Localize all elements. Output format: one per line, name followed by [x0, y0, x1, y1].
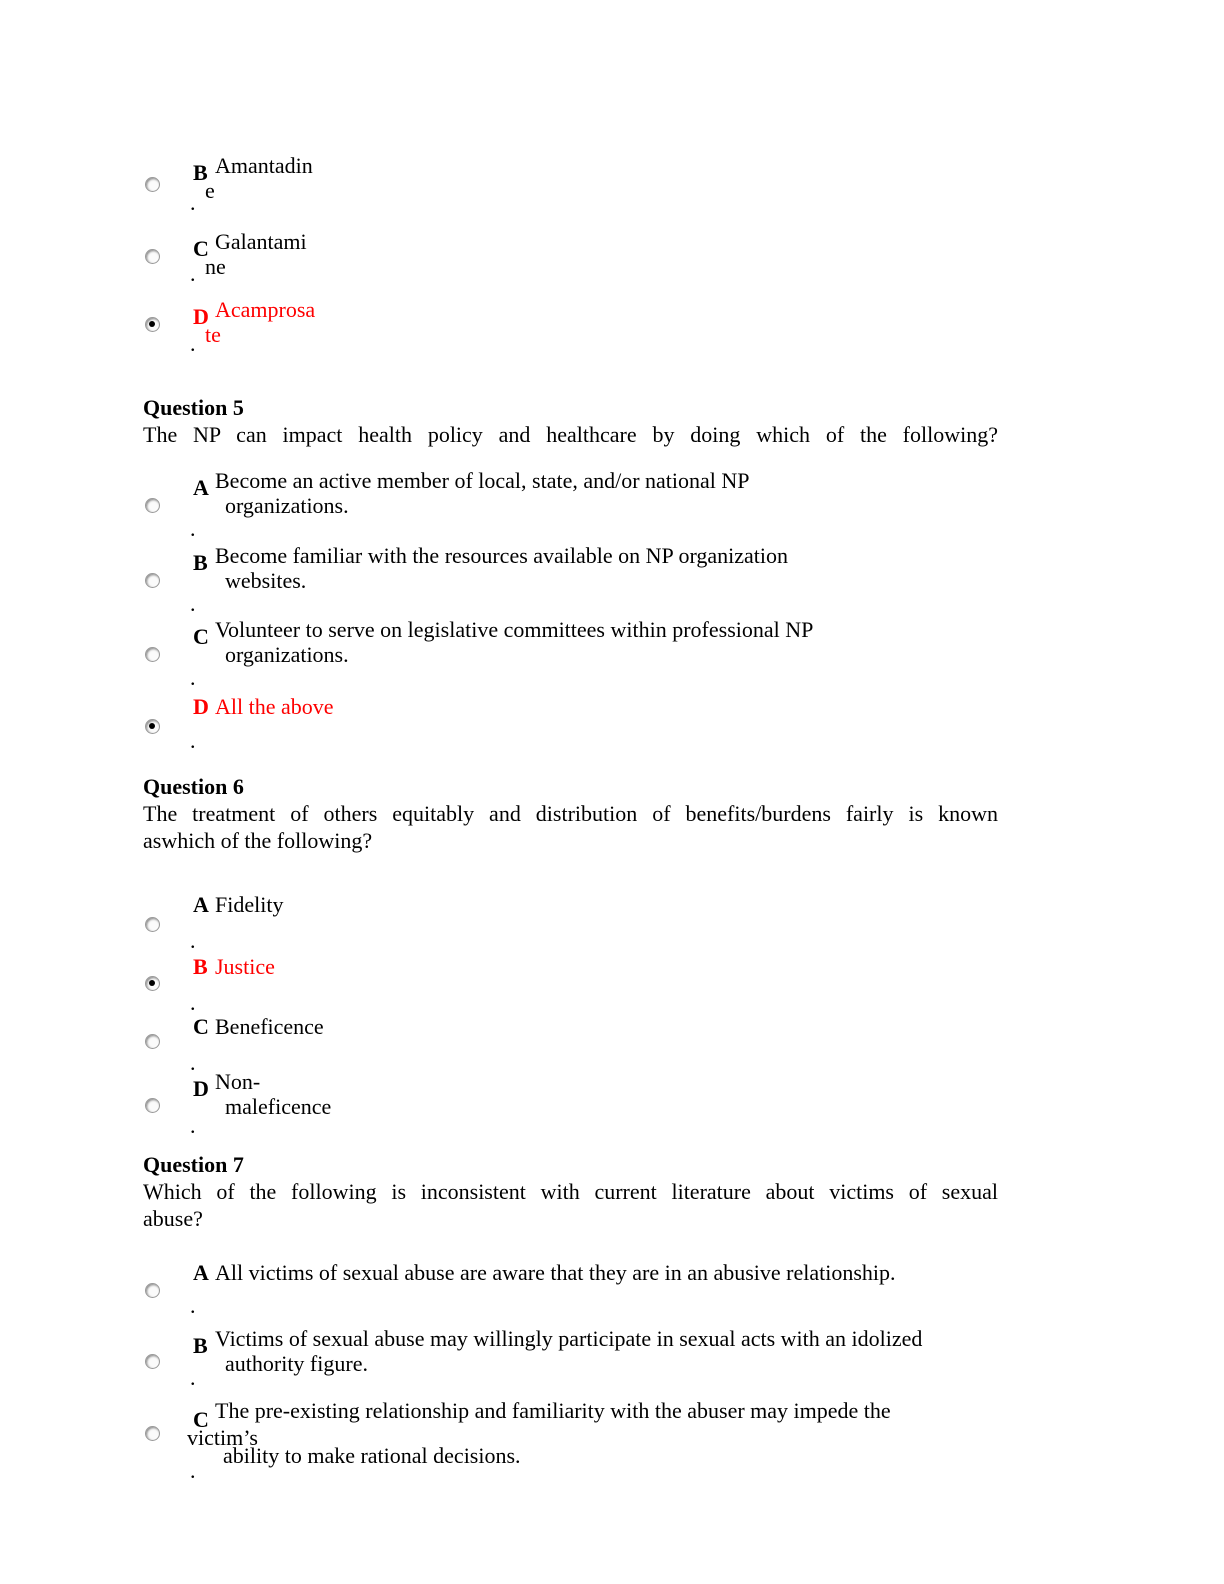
radio-button[interactable]	[145, 976, 160, 991]
option-letter: D	[193, 304, 209, 329]
option-text-line: Fidelity	[215, 892, 284, 917]
question-title: Question 5	[143, 395, 244, 420]
answer-period: .	[190, 1293, 196, 1318]
question-text-line: The treatment of others equitably and distribution of benefits/burdens fairly is known	[143, 801, 998, 826]
answer-option	[143, 229, 1123, 286]
option-text-line: te	[205, 322, 221, 347]
option-text-line: organizations.	[225, 642, 349, 667]
option-letter: A	[193, 475, 209, 500]
option-text-line: Beneficence	[215, 1014, 324, 1039]
radio-button[interactable]	[145, 1354, 160, 1369]
option-text-line: ne	[205, 254, 226, 279]
option-text-line: Galantami	[215, 229, 307, 254]
answer-option	[143, 1326, 1123, 1390]
answer-period: .	[190, 928, 196, 953]
answer-option	[143, 468, 1123, 541]
option-text-line: All victims of sexual abuse are aware that they are in an abusive relationship.	[215, 1260, 896, 1285]
answer-option	[143, 153, 1123, 215]
answer-option	[143, 1260, 1123, 1318]
option-text-line: ability to make rational decisions.	[223, 1443, 521, 1468]
option-text-line: e	[205, 178, 215, 203]
option-text-line: Acamprosa	[215, 297, 316, 322]
option-text-line: maleficence	[225, 1094, 332, 1119]
radio-button[interactable]	[145, 1283, 160, 1298]
question-body	[143, 800, 998, 854]
option-letter: C	[193, 236, 209, 261]
question-title: Question 7	[143, 1152, 244, 1177]
option-letter: A	[193, 1260, 209, 1285]
answer-option	[143, 297, 1123, 356]
question-title: Question 6	[143, 774, 244, 799]
answer-period: .	[190, 190, 196, 215]
radio-button[interactable]	[145, 1426, 160, 1441]
question-body	[143, 1178, 998, 1232]
option-text-line: Victims of sexual abuse may willingly participate in sexual acts with an idolized	[215, 1326, 923, 1351]
answer-period: .	[190, 591, 196, 616]
radio-button[interactable]	[145, 249, 160, 264]
radio-button[interactable]	[145, 177, 160, 192]
option-text-line: Amantadin	[215, 153, 313, 178]
option-letter: B	[193, 954, 208, 979]
answer-period: .	[190, 516, 196, 541]
radio-button[interactable]	[145, 1034, 160, 1049]
answer-option	[143, 1014, 1123, 1075]
option-letter: B	[193, 1333, 208, 1358]
question-body	[143, 421, 998, 448]
radio-button[interactable]	[145, 498, 160, 513]
option-text-line: websites.	[225, 568, 307, 593]
option-letter: D	[193, 1076, 209, 1101]
answer-option	[143, 617, 1123, 690]
answer-period: .	[190, 261, 196, 286]
option-text-line: Volunteer to serve on legislative committees within professional NP	[215, 617, 814, 642]
answer-option	[143, 543, 1123, 616]
answer-option	[143, 1069, 1123, 1138]
question-text-line: aswhich of the following?	[143, 828, 373, 853]
radio-button[interactable]	[145, 719, 160, 734]
option-text-line: The pre-existing relationship and familiarity with the abuser may impede the	[215, 1398, 891, 1423]
option-text-line: Non-	[215, 1069, 261, 1094]
option-letter: C	[193, 624, 209, 649]
option-letter: A	[193, 892, 209, 917]
option-text-line: All the above	[215, 694, 334, 719]
option-letter: C	[193, 1407, 209, 1432]
answer-period: .	[190, 728, 196, 753]
question-text-line: Which of the following is inconsistent with current literature about victims of sexual	[143, 1179, 998, 1204]
option-text-line: Justice	[215, 954, 275, 979]
answer-period: .	[190, 1365, 196, 1390]
option-text-line: Become familiar with the resources available on NP organization	[215, 543, 789, 568]
radio-button[interactable]	[145, 647, 160, 662]
answer-option	[143, 892, 1123, 953]
question-text-line: The NP can impact health policy and healthcare by doing which of the following?	[143, 422, 998, 447]
option-text-line: organizations.	[225, 493, 349, 518]
option-letter: C	[193, 1014, 209, 1039]
option-letter: D	[193, 694, 209, 719]
answer-period: .	[190, 665, 196, 690]
answer-period: .	[190, 331, 196, 356]
answer-period: .	[190, 990, 196, 1015]
answer-period: .	[190, 1458, 196, 1483]
answer-option	[143, 1398, 1123, 1483]
option-letter: B	[193, 160, 208, 185]
radio-button[interactable]	[145, 573, 160, 588]
radio-button[interactable]	[145, 317, 160, 332]
answer-period: .	[190, 1050, 196, 1075]
answer-option	[143, 694, 1123, 753]
option-text-line: Become an active member of local, state, and/or national NP	[215, 468, 750, 493]
option-text-line: victim’s	[187, 1425, 258, 1450]
option-text-line: authority figure.	[225, 1351, 368, 1376]
question-text-line: abuse?	[143, 1206, 203, 1231]
option-letter: B	[193, 550, 208, 575]
answer-option	[143, 954, 1123, 1015]
answer-period: .	[190, 1113, 196, 1138]
radio-button[interactable]	[145, 917, 160, 932]
radio-button[interactable]	[145, 1098, 160, 1113]
